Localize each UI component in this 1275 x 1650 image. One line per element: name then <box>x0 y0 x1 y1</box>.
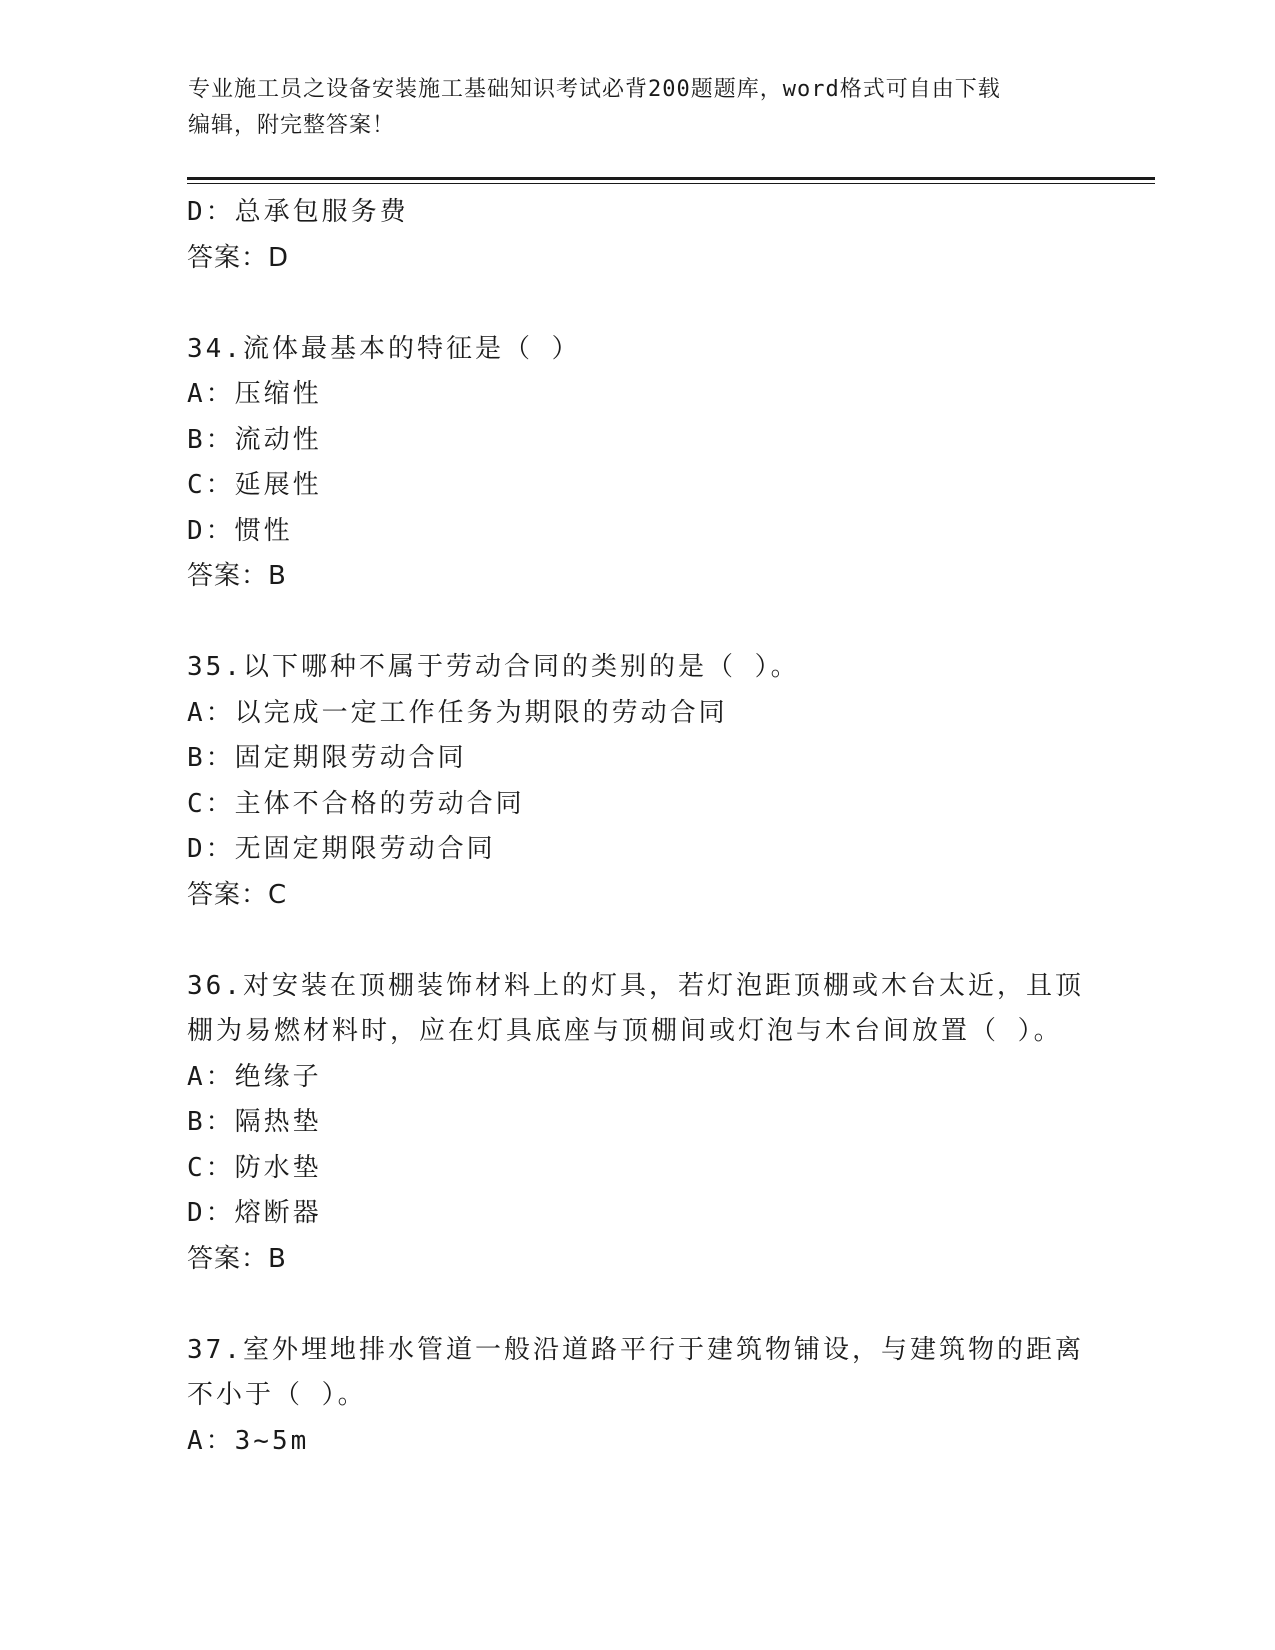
option-a: A：以完成一定工作任务为期限的劳动合同 <box>187 697 728 728</box>
option-b: B：流动性 <box>187 424 322 455</box>
option-c: C：防水垫 <box>187 1152 322 1183</box>
option-d: D：惯性 <box>187 515 293 546</box>
spacer <box>187 1282 1087 1328</box>
question-stem-line-2: 棚为易燃材料时，应在灯具底座与顶棚间或灯泡与木台间放置（ ）。 <box>187 1016 1063 1046</box>
header-line-2: 编辑，附完整答案！ <box>188 113 396 138</box>
option-d: D：熔断器 <box>187 1198 322 1228</box>
option-a: A：压缩性 <box>187 379 322 409</box>
question-stem: 34.流体最基本的特征是（ ） <box>187 333 581 364</box>
spacer <box>187 600 1087 646</box>
spacer <box>187 281 1087 327</box>
option-a: A：3~5m <box>187 1425 310 1456</box>
question-stem-line-2: 不小于（ ）。 <box>187 1380 367 1410</box>
answer-label: 答案：C <box>187 879 288 910</box>
header-divider-thick <box>187 177 1155 180</box>
question-block <box>187 1328 1087 1465</box>
option-b: B：固定期限劳动合同 <box>187 743 467 773</box>
header-divider-thin <box>187 183 1155 184</box>
question-stem-line-1: 36.对安装在顶棚装饰材料上的灯具，若灯泡距顶棚或木台太近，且顶 <box>187 970 1084 1001</box>
question-content <box>187 190 1087 1464</box>
answer-label: 答案：B <box>187 1243 287 1274</box>
question-block <box>187 645 1087 918</box>
spacer <box>187 918 1087 964</box>
option-c: C：主体不合格的劳动合同 <box>187 788 525 819</box>
question-stem: 35.以下哪种不属于劳动合同的类别的是（ ）。 <box>187 652 800 682</box>
prev-answer: 答案：D <box>187 242 290 273</box>
question-block <box>187 964 1087 1283</box>
answer-label: 答案：B <box>187 561 287 591</box>
option-c: C：延展性 <box>187 470 322 500</box>
question-stem-line-1: 37.室外埋地排水管道一般沿道路平行于建筑物铺设，与建筑物的距离 <box>187 1334 1084 1365</box>
prev-option-d: D：总承包服务费 <box>187 197 409 227</box>
option-b: B：隔热垫 <box>187 1107 322 1137</box>
question-block <box>187 327 1087 600</box>
option-d: D：无固定期限劳动合同 <box>187 834 496 864</box>
option-a: A：绝缘子 <box>187 1061 322 1092</box>
document-header <box>188 72 1088 144</box>
header-line-1: 专业施工员之设备安装施工基础知识考试必背200题题库，word格式可自由下载 <box>188 77 1001 102</box>
